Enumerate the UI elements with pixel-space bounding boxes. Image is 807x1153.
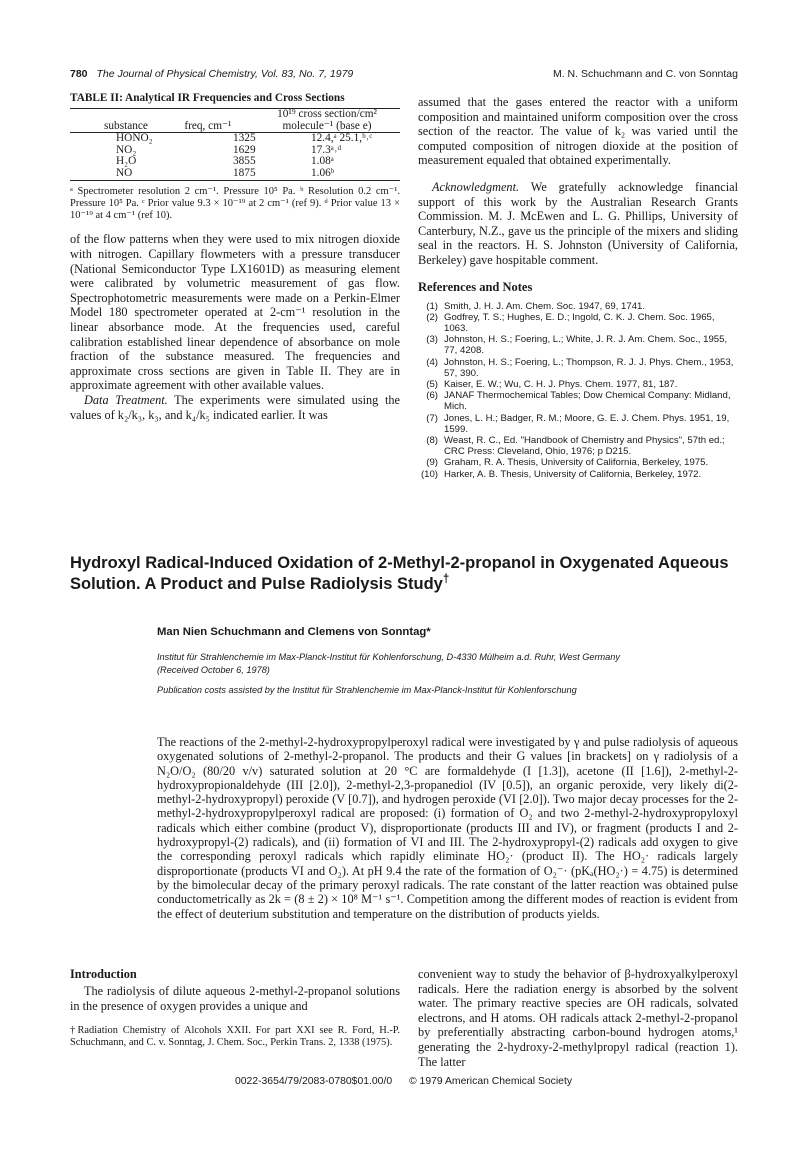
table-row [70,168,400,180]
reference-item [418,435,738,457]
reference-item [418,413,738,435]
ack-heading: Acknowledgment. [432,179,520,194]
reference-item [418,334,738,356]
references-heading: References and Notes [418,279,533,294]
table-cell-substance: NO [116,166,133,179]
table-cell-freq: 1629 [233,143,256,156]
ref-text: Johnston, H. S.; Foering, L.; White, J. R. J. Am. Chem. Soc., 1955, 77, 4208. [444,334,728,357]
ref-number: (10) [420,468,438,480]
col-cross-line2: molecule⁻¹ (base e) [282,119,372,132]
reference-item [418,457,738,468]
ref-text: Graham, R. A. Thesis, University of California, Berkeley, 1975. [444,457,709,469]
table-footnote: ᵃ Spectrometer resolution 2 cm⁻¹. Pressure 10⁵ Pa. ᵇ Resolution 0.2 cm⁻¹. Pressure 10⁵ Pa. ᶜ Prior value 9.3 × 10⁻¹⁹ at 2 cm⁻¹ (ref 9). ᵈ Prior value 13 × 10⁻¹⁹ at 4 cm⁻¹ (ref 10). [70,185,400,222]
ref-text: Kaiser, E. W.; Wu, C. H. J. Phys. Chem. 1977, 81, 187. [444,378,678,390]
copyright-notice: © 1979 American Chemical Society [409,1076,573,1087]
article-title-text: Hydroxyl Radical-Induced Oxidation of 2-Methyl-2-propanol in Oxygenated Aqueous Solution. A Product and Pulse Radiolysis Study [70,554,729,593]
paragraph-acknowledgment [418,180,738,268]
table-bottom-rule [70,180,400,181]
col-cross-section [254,109,400,132]
ref-number: (7) [426,412,438,424]
ref-text: Jones, L. H.; Badger, R. M.; Moore, G. E. J. Chem. Phys. 1951, 19, 1599. [444,412,730,435]
ref-text: Godfrey, T. S.; Hughes, E. D.; Ingold, C. K. J. Chem. Soc. 1965, 1063. [444,311,715,334]
ref-text: JANAF Thermochemical Tables; Dow Chemical Company: Midland, Mich. [444,390,731,413]
left-body-text [70,232,400,422]
table-cell-cross: 17.3ᵃ˒ᵈ [311,143,342,156]
references-list [418,301,738,480]
affiliation-block [157,651,717,697]
article-code: 0022-3654/79/2083-0780$01.00/0 [234,1076,393,1087]
table-cell-cross: 1.08ᵃ [311,155,334,168]
table-cell-substance: H₂O [116,155,137,168]
title-footnote-mark: † [442,573,450,586]
col-freq: freq, cm⁻¹ [184,119,232,132]
ref-number: (3) [426,334,438,346]
ref-text: Johnston, H. S.; Foering, L.; Thompson, R. J. J. Phys. Chem., 1953, 57, 390. [444,356,734,379]
title-footnote: †Radiation Chemistry of Alcohols XXII. For part XXI see R. Ford, H.-P. Schuchmann, and C. v. Sonntag, J. Chem. Soc., Perkin Trans. 2, 1338 (1975). [70,1025,400,1049]
paragraph-reactor: assumed that the gases entered the reactor with a uniform composition and maintained uniform composition over the cross section of the reactor. The value of k₂ was varied until the computed composition of nitrogen dioxide at the position of measurement equaled that obtained experimentally. [418,95,738,168]
ref-number: (2) [426,311,438,323]
page-number: 780 [70,68,88,80]
ref-text: Weast, R. C., Ed. "Handbook of Chemistry and Physics", 57th ed.; CRC Press: Cleveland, Ohio, 1976; p D215. [444,434,725,458]
left-column-top [70,92,400,422]
ref-number: (4) [426,356,438,368]
right-column-top [418,95,738,480]
running-header [70,68,738,80]
intro-paragraph: The radiolysis of dilute aqueous 2-methyl-2-propanol solutions in the presence of oxygen provides a unique and [70,984,400,1013]
abstract: The reactions of the 2-methyl-2-hydroxypropylperoxyl radical were investigated by γ and pulse radiolysis of aqueous oxygenated solutions of 2-methyl-2-propanol. The products and their G values [in brackets] on γ radiolysis of a N₂O/O₂ (80/20 v/v) saturated solution at 20 °C are formaldehyde (I [1.3]), acetone (II [1.6]), 2-methyl-2-hydroxypropionaldehyde (III [2.0]), 2-methyl-2,3-propanediol (IV [0.5]), an organic peroxide, very likely di(2-methyl-2-hydroxypropyl) peroxide (V [0.7]), and hydrogen peroxide (VI [2.0]). Two major decay processes for the 2-methyl-2-hydroxypropylperoxyl radical are proposed: (i) formation of O₂ and two 2-methyl-2-hydroxypropyloxyl radicals which either combine (product V), disproportionate (products III and IV), or fragment (products I and 2-hydroxypropyl-(2) radicals), and (ii) formation of VI and III. The 2-hydroxypropyl-(2) radicals add oxygen to give the corresponding peroxyl radicals which rapidly eliminate HO₂· (product II). The HO₂· radicals largely disproportionate (products VI and O₂). At pH 9.4 the rate of the formation of O₂⁻· (pKₐ(HO₂·) = 4.75) is determined by the bimolecular decay of the primary peroxyl radicals. The rate constant of the latter reaction was obtained pulse conductometrically as 2k = (8 ± 2) × 10⁸ M⁻¹ s⁻¹. Competition among the different modes of reaction is evident from the effect of deuterium substitution and temperature on the distribution of products yields. [157,735,738,921]
col-substance: substance [104,119,148,132]
table-cell-substance: HONO₂ [116,132,153,145]
journal-citation: The Journal of Physical Chemistry, Vol. 83, No. 7, 1979 [96,68,354,80]
reference-item [418,357,738,379]
paragraph-data-treatment [70,393,400,422]
institution: Institut für Strahlenchemie im Max-Planck-Institut für Kohlenforschung, D-4330 Mülheim a.d. Ruhr, West Germany [157,652,620,662]
col-cross-line1: 10¹⁹ cross section/cm² [277,108,377,120]
intro-left [70,967,400,1050]
reference-item [418,390,738,412]
right-body-text [418,95,738,268]
copyright-line [0,1076,807,1087]
ref-number: (6) [426,390,438,402]
table-cell-freq: 3855 [233,155,256,168]
run-in-heading: Data Treatment. [84,392,168,407]
running-authors: M. N. Schuchmann and C. von Sonntag [552,68,738,80]
ref-number: (8) [426,434,438,446]
ref-text: Harker, A. B. Thesis, University of California, Berkeley, 1972. [444,468,702,480]
intro-right-paragraph: convenient way to study the behavior of β-hydroxyalkylperoxyl radicals. Here the radiation energy is absorbed by the solvent water. The primary reactive species are OH radicals, solvated electrons, and H atoms. OH radicals attack 2-methyl-2-propanol by preferentially abstracting carbon-bound hydrogen atoms,¹ generating the 2-hydroxy-2-methylpropyl radical (reaction 1). The latter [418,967,738,1069]
publication-costs: Publication costs assisted by the Institut für Strahlenchemie im Max-Planck-Institut für Kohlenforschung [157,685,577,696]
article-title [70,553,738,595]
ref-number: (9) [426,457,438,469]
received-date: (Received October 6, 1978) [157,664,270,675]
ir-table-body [70,133,400,179]
ref-number: (5) [426,378,438,390]
introduction-heading: Introduction [70,967,137,981]
reference-item [418,312,738,334]
ref-text: Smith, J. H. J. Am. Chem. Soc. 1947, 69, 1741. [444,300,646,312]
paragraph-text: The experiments were simulated using the values of k₂/k₃, k₃, and k₄/k₅ indicated earlier. It was [70,392,400,422]
reference-item [418,301,738,312]
table-cell-cross: 12.4,ᵃ 25.1,ᵇ˒ᶜ [311,132,373,145]
reference-item [418,379,738,390]
ref-number: (1) [426,300,438,312]
paragraph-text: We gratefully acknowledge financial support of this work by the Australian Research Grants Commission. M. J. McEwen and L. G. Phillips, University of Canterbury, N.Z., gave us the principle of the mixers and sliding seal in the reactors. H. S. Johnston (University of California, Berkeley) gave hospitable comment. [418,179,738,267]
table-cell-freq: 1325 [233,132,256,145]
article-authors: Man Nien Schuchmann and Clemens von Sonntag* [157,626,431,638]
table-cell-cross: 1.06ᵇ [311,166,335,179]
ir-frequency-table [70,109,400,132]
table-cell-substance: NO₂ [116,143,137,156]
table-cell-freq: 1875 [233,166,256,179]
paragraph-flow: of the flow patterns when they were used to mix nitrogen dioxide with nitrogen. Capillary flowmeters with a pressure transducer (National Semiconductor Type LX1601D) as measuring element were calibrated by volumetric measurement of gas flow. Spectrophotometric measurements were made on a Perkin-Elmer Model 180 spectrometer operated at 2-cm⁻¹ resolution in the linear absorbance mode. At the frequencies used, careful calibration established linear dependence of absorbance on mole fraction of the substance measured. The frequencies and approximate cross sections are given in Table II. They are in approximate agreement with other available values. [70,232,400,393]
reference-item [418,469,738,480]
table-caption: TABLE II: Analytical IR Frequencies and Cross Sections [70,92,345,104]
